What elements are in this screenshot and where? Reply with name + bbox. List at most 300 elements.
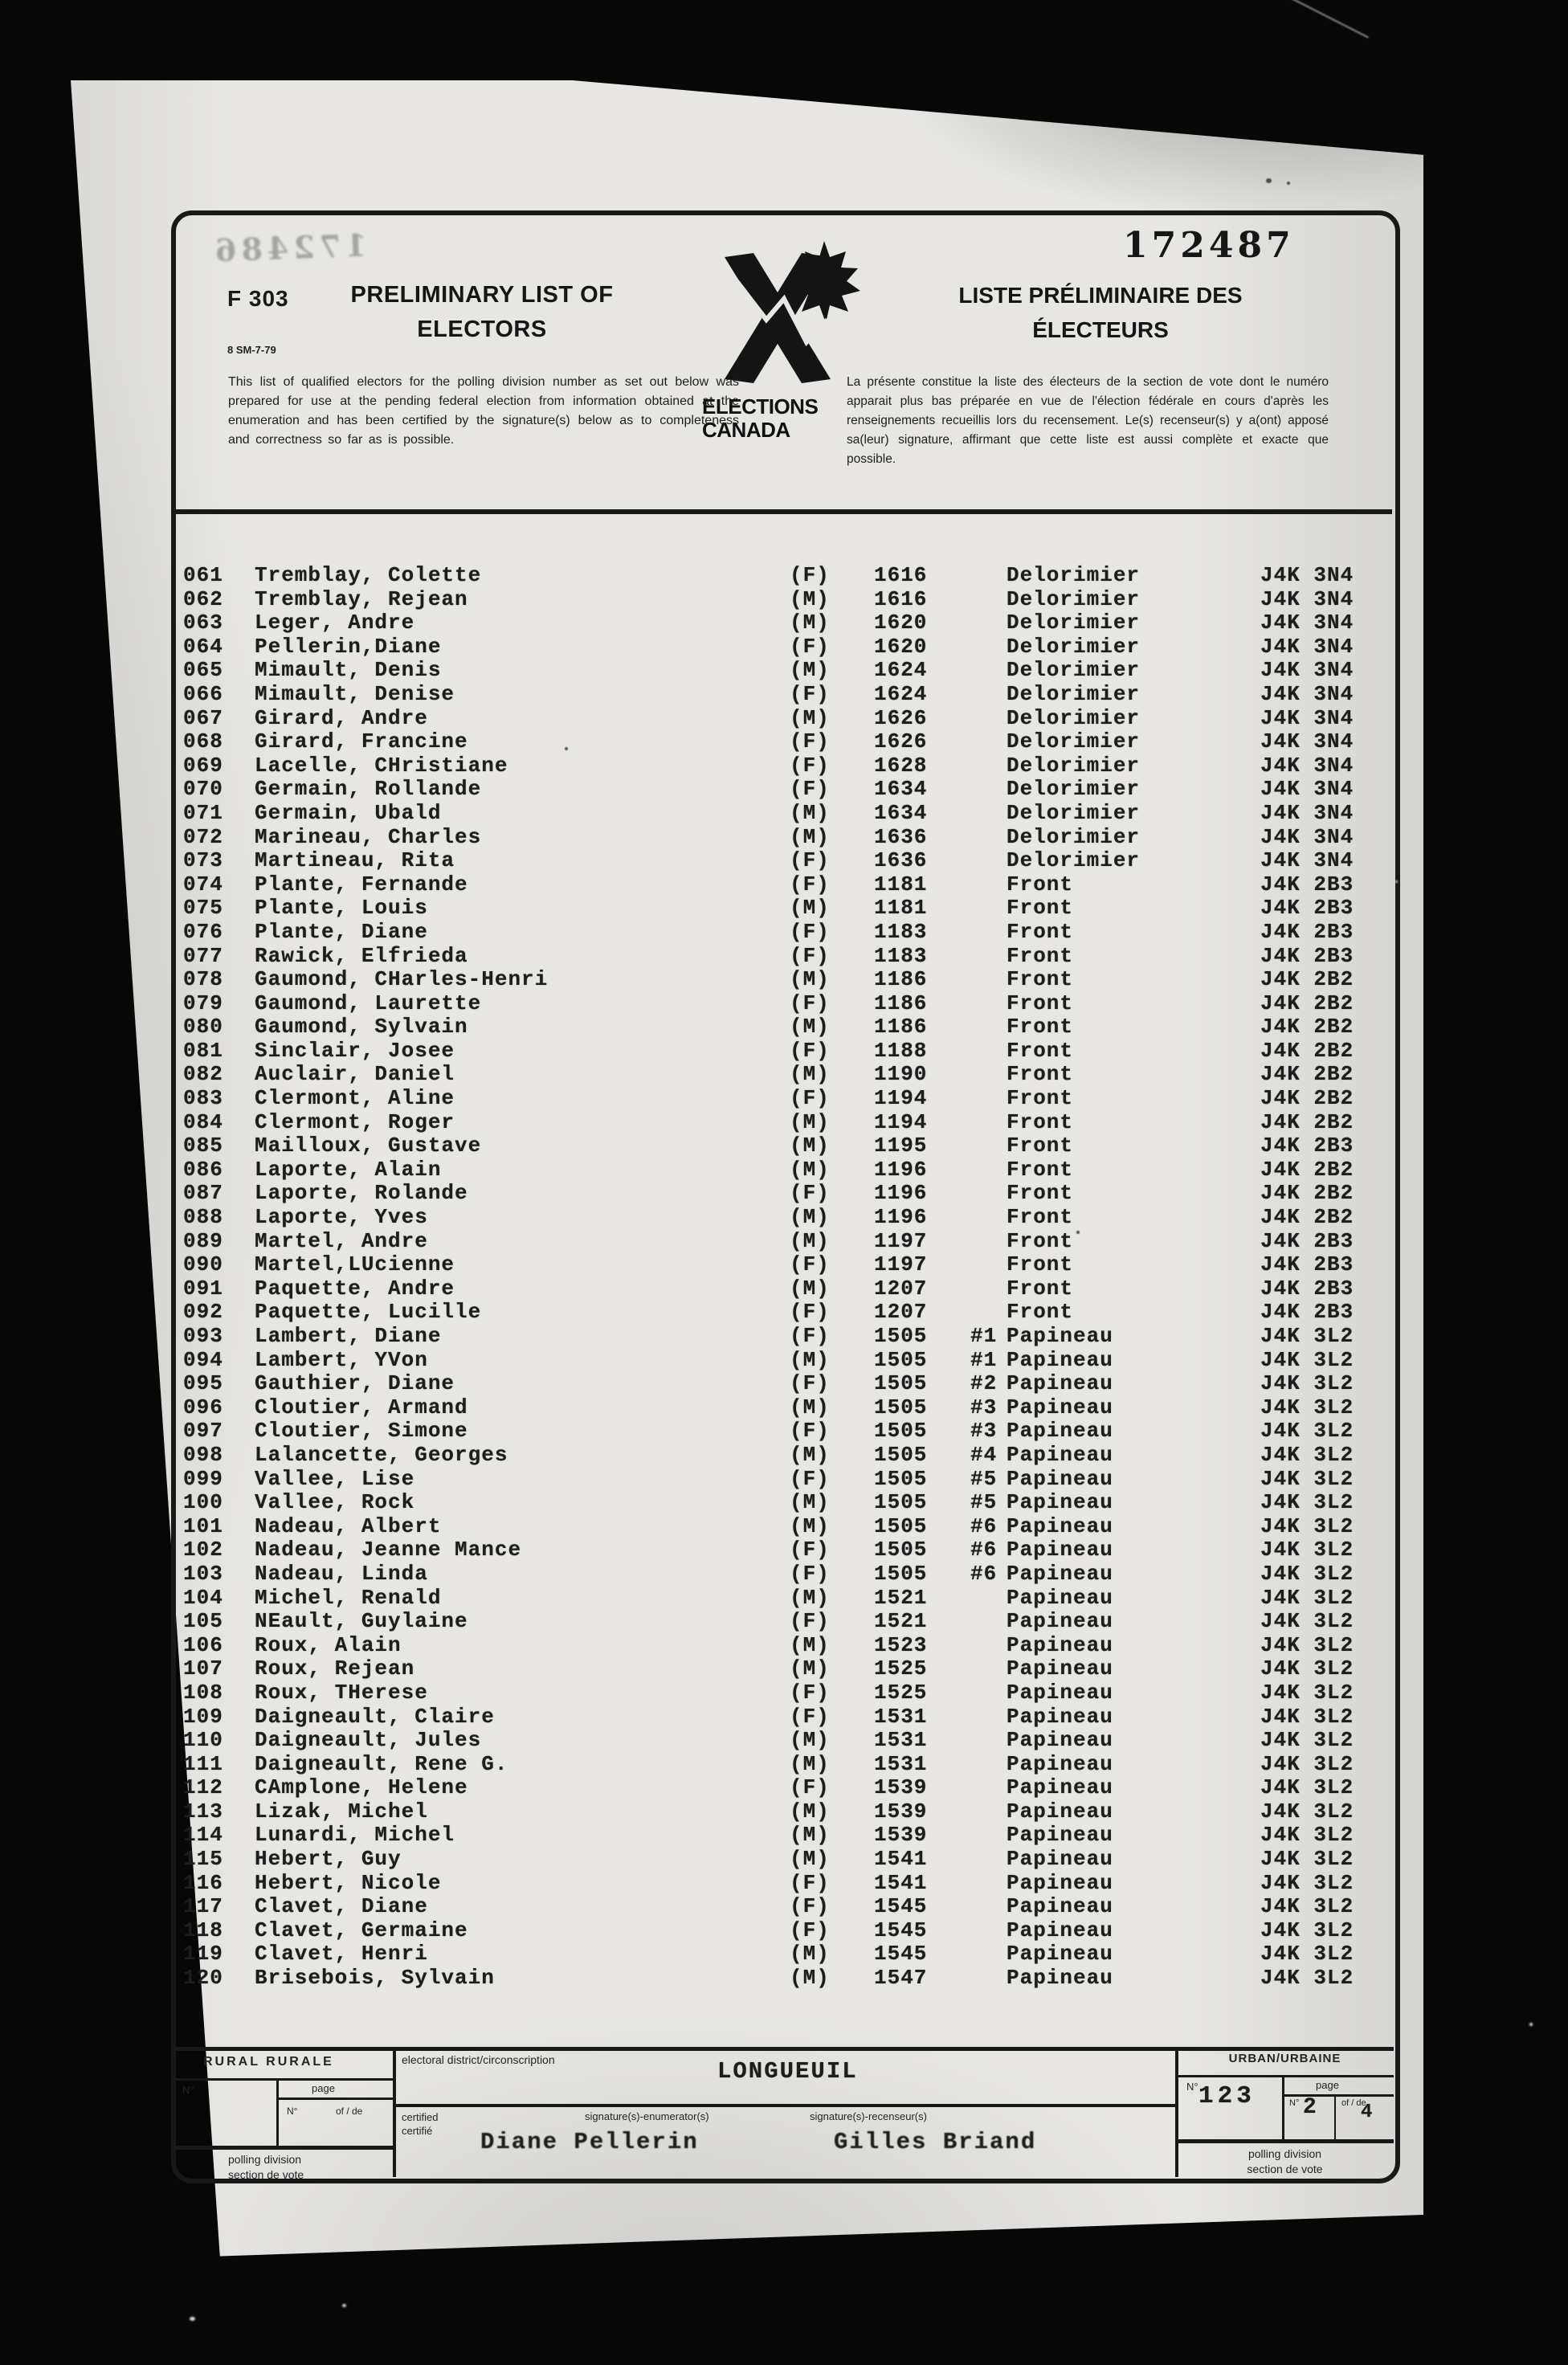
elector-street: Front	[1007, 1205, 1074, 1230]
title-english-line2: ELECTORS	[417, 317, 547, 342]
elector-sex: (M)	[790, 1442, 830, 1467]
elector-civic-number: 1626	[874, 729, 928, 754]
elector-name: Clermont, Roger	[255, 1109, 455, 1134]
elector-sex: (F)	[790, 777, 830, 802]
elector-postal-code: J4K 2B2	[1260, 1062, 1354, 1087]
film-scratch	[1288, 0, 1369, 39]
elector-apartment: #3	[970, 1419, 998, 1444]
elector-name: Roux, Alain	[255, 1632, 402, 1657]
elector-postal-code: J4K 2B3	[1260, 872, 1354, 897]
elector-street: Delorimier	[1007, 611, 1141, 635]
elector-number: 095	[183, 1371, 223, 1396]
elector-street: Front	[1007, 1015, 1074, 1040]
elector-postal-code: J4K 3N4	[1260, 729, 1354, 754]
elector-civic-number: 1186	[874, 1015, 928, 1040]
elector-sex: (F)	[790, 943, 830, 968]
elector-sex: (F)	[790, 848, 830, 873]
elector-sex: (M)	[790, 1133, 830, 1158]
elector-number: 106	[183, 1632, 223, 1657]
elector-postal-code: J4K 3L2	[1260, 1513, 1354, 1538]
elector-number: 066	[183, 681, 223, 706]
elector-civic-number: 1505	[874, 1490, 928, 1515]
elector-number: 109	[183, 1704, 223, 1729]
elector-civic-number: 1186	[874, 967, 928, 992]
elector-civic-number: 1541	[874, 1870, 928, 1895]
elector-civic-number: 1190	[874, 1062, 928, 1087]
elector-name: Vallee, Rock	[255, 1490, 415, 1515]
elector-sex: (M)	[790, 1728, 830, 1753]
film-speck	[1395, 880, 1398, 883]
elector-sex: (M)	[790, 1847, 830, 1872]
district-box-line	[393, 2104, 1176, 2107]
elector-street: Delorimier	[1007, 753, 1141, 778]
rural-polling-division-label	[228, 2152, 304, 2183]
elector-name: Plante, Diane	[255, 919, 428, 944]
elector-name: Mimault, Denis	[255, 658, 442, 683]
elector-sex: (M)	[790, 967, 830, 992]
elector-row	[0, 944, 1568, 968]
elector-number: 118	[183, 1918, 223, 1942]
elector-name: Martel, Andre	[255, 1228, 428, 1253]
elector-number: 114	[183, 1823, 223, 1848]
elector-row	[0, 1823, 1568, 1847]
elector-sex: (F)	[790, 1300, 830, 1325]
elector-sex: (F)	[790, 1680, 830, 1705]
elector-street: Delorimier	[1007, 848, 1141, 873]
elector-row	[0, 1395, 1568, 1419]
elector-sex: (F)	[790, 753, 830, 778]
film-speck	[1529, 2023, 1533, 2026]
title-french-line2: ÉLECTEURS	[1032, 317, 1169, 342]
elector-postal-code: J4K 3L2	[1260, 1419, 1354, 1444]
elector-postal-code: J4K 3L2	[1260, 1442, 1354, 1467]
elector-number: 116	[183, 1870, 223, 1895]
elector-name: Martel,LUcienne	[255, 1252, 455, 1277]
elector-row	[0, 1110, 1568, 1134]
elector-row	[0, 1728, 1568, 1752]
frame-stamp-number: 172487	[1123, 225, 1295, 266]
elector-street: Delorimier	[1007, 681, 1141, 706]
elector-name: Plante, Fernande	[255, 872, 468, 897]
elector-postal-code: J4K 2B2	[1260, 1109, 1354, 1134]
elector-row	[0, 1348, 1568, 1372]
elector-sex: (F)	[790, 919, 830, 944]
elector-sex: (F)	[790, 991, 830, 1015]
elector-number: 097	[183, 1419, 223, 1444]
elector-row	[0, 611, 1568, 635]
elector-postal-code: J4K 2B3	[1260, 1300, 1354, 1325]
elector-row	[0, 848, 1568, 872]
elector-civic-number: 1183	[874, 919, 928, 944]
elector-name: Clavet, Diane	[255, 1894, 428, 1919]
elector-civic-number: 1195	[874, 1133, 928, 1158]
elector-number: 113	[183, 1799, 223, 1824]
elector-sex: (M)	[790, 1347, 830, 1372]
elector-street: Papineau	[1007, 1728, 1113, 1753]
elector-number: 074	[183, 872, 223, 897]
elector-name: Vallee, Lise	[255, 1466, 415, 1491]
elector-number: 079	[183, 991, 223, 1015]
elector-number: 094	[183, 1347, 223, 1372]
elector-row	[0, 682, 1568, 706]
elector-sex: (F)	[790, 1538, 830, 1562]
elector-postal-code: J4K 3L2	[1260, 1918, 1354, 1942]
rural-page-label: page	[312, 2082, 335, 2094]
elector-name: Mimault, Denise	[255, 681, 455, 706]
elector-civic-number: 1545	[874, 1942, 928, 1967]
urban-box-line	[1282, 2075, 1284, 2142]
elector-postal-code: J4K 2B2	[1260, 1038, 1354, 1063]
elector-sex: (M)	[790, 1823, 830, 1848]
elector-street: Front	[1007, 1300, 1074, 1325]
elector-name: Marineau, Charles	[255, 824, 482, 849]
elector-postal-code: J4K 3L2	[1260, 1538, 1354, 1562]
elector-civic-number: 1186	[874, 991, 928, 1015]
elector-civic-number: 1626	[874, 705, 928, 730]
polling-division-fr: section de vote	[228, 2168, 304, 2181]
elector-street: Delorimier	[1007, 634, 1141, 659]
elector-postal-code: J4K 2B3	[1260, 1133, 1354, 1158]
rural-page-no-label: N°	[287, 2106, 298, 2117]
polling-division-fr: section de vote	[1247, 2163, 1323, 2175]
elector-sex: (M)	[790, 1751, 830, 1776]
elector-street: Papineau	[1007, 1847, 1113, 1872]
form-code: 8 SM-7-79	[227, 344, 276, 356]
elector-name: Cloutier, Simone	[255, 1419, 468, 1444]
elector-name: Lalancette, Georges	[255, 1442, 508, 1467]
urban-no-label: N°	[1186, 2081, 1198, 2093]
elector-civic-number: 1628	[874, 753, 928, 778]
elector-civic-number: 1624	[874, 658, 928, 683]
elector-street: Papineau	[1007, 1538, 1113, 1562]
elector-postal-code: J4K 3L2	[1260, 1561, 1354, 1586]
elector-row	[0, 658, 1568, 682]
elector-street: Papineau	[1007, 1680, 1113, 1705]
elector-street: Front	[1007, 1133, 1074, 1158]
elector-sex: (M)	[790, 1157, 830, 1182]
elector-sex: (F)	[790, 1371, 830, 1396]
elector-street: Papineau	[1007, 1609, 1113, 1634]
elector-street: Front	[1007, 1109, 1074, 1134]
elector-apartment: #5	[970, 1490, 998, 1515]
elector-postal-code: J4K 2B2	[1260, 991, 1354, 1015]
elector-postal-code: J4K 3L2	[1260, 1585, 1354, 1610]
elector-number: 101	[183, 1513, 223, 1538]
elector-sex: (F)	[790, 1775, 830, 1800]
intro-paragraph-english: This list of qualified electors for the polling division number as set out below was prepared for use at the pending federal election from information obtained at the enumeration and has been certified by the signature(s) below as to completeness and correctness so far as is possible.	[228, 375, 739, 447]
elector-row	[0, 706, 1568, 730]
elector-number: 120	[183, 1966, 223, 1991]
elector-street: Papineau	[1007, 1561, 1113, 1586]
elector-row	[0, 1871, 1568, 1895]
elector-name: Sinclair, Josee	[255, 1038, 455, 1063]
elector-row	[0, 1918, 1568, 1942]
elector-row	[0, 563, 1568, 587]
elector-street: Delorimier	[1007, 777, 1141, 802]
rural-label: RURAL RURALE	[203, 2055, 334, 2069]
elector-civic-number: 1505	[874, 1419, 928, 1444]
elector-civic-number: 1207	[874, 1300, 928, 1325]
elector-row	[0, 1609, 1568, 1633]
film-speck	[190, 2317, 195, 2321]
elector-civic-number: 1634	[874, 800, 928, 825]
ink-speck	[1076, 1231, 1080, 1234]
elector-sex: (M)	[790, 1942, 830, 1967]
elector-civic-number: 1505	[874, 1395, 928, 1419]
elector-postal-code: J4K 3L2	[1260, 1823, 1354, 1848]
elector-civic-number: 1545	[874, 1894, 928, 1919]
elector-row	[0, 754, 1568, 778]
elector-number: 088	[183, 1205, 223, 1230]
elector-civic-number: 1207	[874, 1276, 928, 1301]
elector-name: Roux, Rejean	[255, 1656, 415, 1681]
elector-apartment: #2	[970, 1371, 998, 1396]
intro-paragraph-french: La présente constitue la liste des électeurs de la section de vote dont le numéro apparait plus bas préparée en vue de l'élection fédérale en cours d'après les renseignements recueillis lors du recensement. Le(s) recenseur(s) y a(ont) apposé sa(leur) signature, affirmant que cette liste est aussi complète et exacte que possible.	[847, 375, 1329, 466]
elector-civic-number: 1521	[874, 1609, 928, 1634]
elector-civic-number: 1194	[874, 1109, 928, 1134]
signature-recenseur-label: signature(s)-recenseur(s)	[810, 2110, 927, 2122]
elector-sex: (F)	[790, 563, 830, 587]
elector-sex: (M)	[790, 1015, 830, 1040]
elector-number: 090	[183, 1252, 223, 1277]
elector-postal-code: J4K 3L2	[1260, 1751, 1354, 1776]
elector-street: Front	[1007, 1252, 1074, 1277]
elector-row	[0, 1752, 1568, 1776]
elector-postal-code: J4K 3L2	[1260, 1656, 1354, 1681]
elector-row	[0, 1086, 1568, 1110]
elector-civic-number: 1521	[874, 1585, 928, 1610]
elector-name: Daigneault, Jules	[255, 1728, 482, 1753]
elector-postal-code: J4K 3N4	[1260, 824, 1354, 849]
elector-civic-number: 1523	[874, 1632, 928, 1657]
electors-list	[0, 563, 1568, 1990]
elector-row	[0, 991, 1568, 1015]
polling-division-en: polling division	[1247, 2147, 1322, 2160]
elector-name: Girard, Francine	[255, 729, 468, 754]
elector-sex: (F)	[790, 1252, 830, 1277]
elector-civic-number: 1636	[874, 848, 928, 873]
elector-row	[0, 1681, 1568, 1705]
elector-number: 092	[183, 1300, 223, 1325]
elector-street: Front	[1007, 919, 1074, 944]
title-english-line1: PRELIMINARY LIST OF	[350, 282, 614, 308]
elector-row	[0, 825, 1568, 849]
elector-street: Delorimier	[1007, 729, 1141, 754]
electoral-district-label: electoral district/circonscription	[402, 2053, 555, 2066]
elector-civic-number: 1183	[874, 943, 928, 968]
elector-sex: (F)	[790, 1324, 830, 1348]
elector-number: 073	[183, 848, 223, 873]
title-english	[336, 278, 628, 347]
elector-number: 110	[183, 1728, 223, 1753]
elector-name: Martineau, Rita	[255, 848, 455, 873]
urban-page-total: 4	[1361, 2102, 1373, 2123]
elector-number: 084	[183, 1109, 223, 1134]
elector-number: 078	[183, 967, 223, 992]
elector-postal-code: J4K 3N4	[1260, 800, 1354, 825]
ink-speck	[1287, 182, 1290, 185]
rural-box-line	[276, 2097, 394, 2100]
elector-row	[0, 1894, 1568, 1918]
elector-street: Papineau	[1007, 1704, 1113, 1729]
elector-street: Front	[1007, 943, 1074, 968]
elector-civic-number: 1634	[874, 777, 928, 802]
elector-row	[0, 1039, 1568, 1063]
elector-name: Clavet, Germaine	[255, 1918, 468, 1942]
ink-speck	[1266, 178, 1272, 183]
elector-civic-number: 1181	[874, 896, 928, 921]
enumerator-signature-1: Diane Pellerin	[480, 2129, 699, 2155]
elector-number: 064	[183, 634, 223, 659]
urban-page-number: 2	[1303, 2095, 1317, 2120]
certified-en: certified	[402, 2111, 439, 2123]
logo-word-canada: CANADA	[702, 418, 790, 442]
elector-row	[0, 1705, 1568, 1729]
elector-number: 112	[183, 1775, 223, 1800]
elector-name: Laporte, Alain	[255, 1157, 442, 1182]
elector-civic-number: 1505	[874, 1442, 928, 1467]
elector-sex: (M)	[790, 896, 830, 921]
elector-civic-number: 1505	[874, 1466, 928, 1491]
elector-row	[0, 1966, 1568, 1990]
elector-row	[0, 1799, 1568, 1824]
elector-postal-code: J4K 3N4	[1260, 681, 1354, 706]
signature-enumerator-label: signature(s)-enumerator(s)	[585, 2110, 709, 2122]
elector-sex: (F)	[790, 729, 830, 754]
elector-sex: (M)	[790, 658, 830, 683]
elector-street: Front	[1007, 1157, 1074, 1182]
elector-postal-code: J4K 3L2	[1260, 1728, 1354, 1753]
elector-row	[0, 1419, 1568, 1443]
elector-number: 087	[183, 1181, 223, 1206]
elector-civic-number: 1196	[874, 1205, 928, 1230]
elector-street: Papineau	[1007, 1656, 1113, 1681]
elector-name: Girard, Andre	[255, 705, 428, 730]
elector-street: Front	[1007, 1276, 1074, 1301]
urban-box-line	[1176, 2139, 1394, 2143]
elector-number: 070	[183, 777, 223, 802]
elector-street: Papineau	[1007, 1775, 1113, 1800]
urban-box-line	[1282, 2094, 1394, 2097]
elector-street: Papineau	[1007, 1942, 1113, 1967]
urban-box-line	[1334, 2094, 1336, 2142]
elector-sex: (M)	[790, 1205, 830, 1230]
elector-postal-code: J4K 2B3	[1260, 1228, 1354, 1253]
elector-name: Lunardi, Michel	[255, 1823, 455, 1848]
elector-street: Papineau	[1007, 1870, 1113, 1895]
elector-name: Daigneault, Claire	[255, 1704, 495, 1729]
certified-label	[402, 2110, 439, 2138]
elector-sex: (M)	[790, 1513, 830, 1538]
elector-street: Papineau	[1007, 1632, 1113, 1657]
rural-box-line	[174, 2078, 394, 2081]
urban-label: URBAN/URBAINE	[1228, 2052, 1341, 2065]
elector-number: 063	[183, 611, 223, 635]
urban-box-line	[1176, 2075, 1394, 2077]
elector-postal-code: J4K 2B2	[1260, 1157, 1354, 1182]
elector-street: Papineau	[1007, 1966, 1113, 1991]
elector-number: 100	[183, 1490, 223, 1515]
elector-sex: (F)	[790, 1038, 830, 1063]
elector-row	[0, 1656, 1568, 1681]
elector-postal-code: J4K 3L2	[1260, 1395, 1354, 1419]
elector-number: 089	[183, 1228, 223, 1253]
elector-sex: (F)	[790, 1419, 830, 1444]
elector-number: 080	[183, 1015, 223, 1040]
elector-number: 117	[183, 1894, 223, 1919]
elector-number: 081	[183, 1038, 223, 1063]
elector-row	[0, 1586, 1568, 1610]
elector-postal-code: J4K 3L2	[1260, 1466, 1354, 1491]
elector-row	[0, 1562, 1568, 1586]
elector-civic-number: 1197	[874, 1252, 928, 1277]
elector-civic-number: 1539	[874, 1823, 928, 1848]
elector-row	[0, 967, 1568, 991]
elector-row	[0, 1229, 1568, 1253]
elector-number: 096	[183, 1395, 223, 1419]
elector-number: 111	[183, 1751, 223, 1776]
elector-postal-code: J4K 3N4	[1260, 563, 1354, 587]
elector-sex: (M)	[790, 611, 830, 635]
elector-number: 086	[183, 1157, 223, 1182]
elector-postal-code: J4K 3L2	[1260, 1966, 1354, 1991]
elector-civic-number: 1505	[874, 1371, 928, 1396]
rural-box-line	[174, 2146, 394, 2150]
elector-row	[0, 1133, 1568, 1158]
elector-sex: (F)	[790, 1704, 830, 1729]
elector-sex: (M)	[790, 800, 830, 825]
elector-apartment: #5	[970, 1466, 998, 1491]
elector-number: 099	[183, 1466, 223, 1491]
elector-number: 103	[183, 1561, 223, 1586]
elector-civic-number: 1539	[874, 1799, 928, 1824]
elector-street: Delorimier	[1007, 800, 1141, 825]
elector-name: Nadeau, Linda	[255, 1561, 428, 1586]
enumerator-signature-2: Gilles Briand	[834, 2129, 1037, 2155]
elector-row	[0, 587, 1568, 611]
elector-postal-code: J4K 2B2	[1260, 967, 1354, 992]
elector-civic-number: 1505	[874, 1561, 928, 1586]
polling-division-en: polling division	[228, 2153, 302, 2166]
elector-civic-number: 1525	[874, 1680, 928, 1705]
elector-sex: (M)	[790, 705, 830, 730]
elector-name: Lambert, YVon	[255, 1347, 428, 1372]
elector-street: Front	[1007, 896, 1074, 921]
elector-civic-number: 1539	[874, 1775, 928, 1800]
elector-number: 102	[183, 1538, 223, 1562]
form-number: F 303	[227, 286, 289, 311]
elector-postal-code: J4K 3L2	[1260, 1371, 1354, 1396]
elector-postal-code: J4K 3N4	[1260, 753, 1354, 778]
elector-apartment: #6	[970, 1513, 998, 1538]
elector-name: Rawick, Elfrieda	[255, 943, 468, 968]
urban-polling-division-number: 123	[1198, 2082, 1256, 2110]
elector-number: 104	[183, 1585, 223, 1610]
elector-sex: (F)	[790, 634, 830, 659]
elector-apartment: #6	[970, 1538, 998, 1562]
elector-street: Delorimier	[1007, 658, 1141, 683]
elector-name: Clermont, Aline	[255, 1086, 455, 1111]
elector-civic-number: 1545	[874, 1918, 928, 1942]
elector-postal-code: J4K 3N4	[1260, 777, 1354, 802]
elector-street: Papineau	[1007, 1585, 1113, 1610]
elector-postal-code: J4K 3L2	[1260, 1347, 1354, 1372]
header-divider-line	[174, 509, 1392, 514]
elector-name: Germain, Ubald	[255, 800, 442, 825]
elector-apartment: #1	[970, 1324, 998, 1348]
elector-number: 083	[183, 1086, 223, 1111]
elector-postal-code: J4K 2B2	[1260, 1181, 1354, 1206]
